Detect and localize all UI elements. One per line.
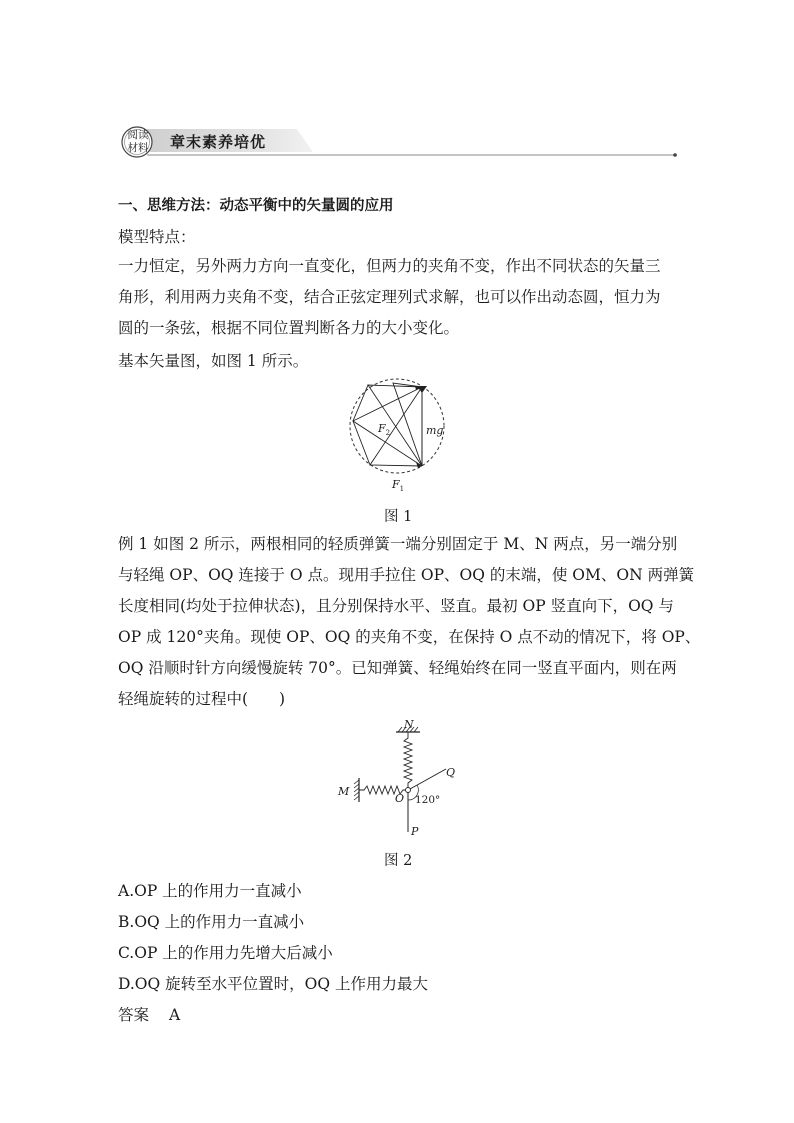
reading-material-badge <box>124 129 152 155</box>
mg-label: mg <box>426 424 444 437</box>
badge-line-2: 材料 <box>127 142 149 154</box>
paragraph-line: 一力恒定，另外两力方向一直变化，但两力的夹角不变，作出不同状态的矢量三 <box>118 257 661 275</box>
model-paragraph <box>118 251 680 344</box>
example-line: OQ 沿顺时针方向缓慢旋转 70°。已知弹簧、轻绳始终在同一竖直平面内，则在两 <box>118 659 677 677</box>
vector-triangle <box>353 387 422 466</box>
option-d: D.OQ 旋转至水平位置时，OQ 上作用力最大 <box>118 975 428 993</box>
label-q: Q <box>446 766 456 779</box>
basic-vector-line: 基本矢量图，如图 1 所示。 <box>118 352 309 370</box>
option-c: C.OP 上的作用力先增大后减小 <box>118 944 333 962</box>
label-m: M <box>338 785 350 798</box>
badge-line-1: 阅读 <box>127 129 149 141</box>
paragraph-line: 圆的一条弦，根据不同位置判断各力的大小变化。 <box>118 319 460 337</box>
spring-rope-diagram <box>330 718 470 840</box>
f1-label: $F_1$ <box>392 478 405 493</box>
figure-2-spring-diagram <box>330 718 470 840</box>
example-line: 与轻绳 OP、OQ 连接于 O 点。现用手拉住 OP、OQ 的末端，使 OM、ON 两弹簧 <box>118 566 695 584</box>
option-a: A.OP 上的作用力一直减小 <box>118 882 302 900</box>
rope-oq <box>410 769 446 789</box>
vector-triangle <box>368 385 422 466</box>
figure-1-vector-circle <box>340 376 460 498</box>
example-line: 长度相同(均处于拉伸状态)，且分别保持水平、竖直。最初 OP 竖直向下，OQ 与 <box>118 597 674 615</box>
example-line: 轻绳旋转的过程中( ) <box>118 690 286 708</box>
answer-line <box>118 1003 180 1025</box>
answer-value: A <box>169 1006 181 1024</box>
label-o: O <box>395 792 405 805</box>
paragraph-line: 角形，利用两力夹角不变，结合正弦定理列式求解，也可以作出动态圆，恒力为 <box>118 288 661 306</box>
spring-on <box>404 732 412 788</box>
label-n: N <box>404 718 414 731</box>
chapter-title: 章末素养培优 <box>170 133 267 151</box>
option-b: B.OQ 上的作用力一直减小 <box>118 913 305 931</box>
label-p: P <box>411 825 419 838</box>
f2-label: $F_2$ <box>378 422 391 437</box>
figure-2-caption: 图 2 <box>384 853 413 869</box>
example-line: OP 成 120°夹角。现使 OP、OQ 的夹角不变，在保持 O 点不动的情况下，将 OP、 <box>118 628 701 646</box>
vector-circle-diagram <box>340 376 460 498</box>
section-heading: 一、思维方法：动态平衡中的矢量圆的应用 <box>118 198 394 214</box>
model-label: 模型特点： <box>118 228 196 246</box>
example-1-text <box>118 529 701 715</box>
label-angle: 120° <box>415 794 441 806</box>
figure-1-caption: 图 1 <box>384 509 413 525</box>
example-line: 例 1 如图 2 所示，两根相同的轻质弹簧一端分别固定于 M、N 两点，另一端分别 <box>118 535 678 553</box>
answer-label: 答案 <box>118 1006 150 1024</box>
